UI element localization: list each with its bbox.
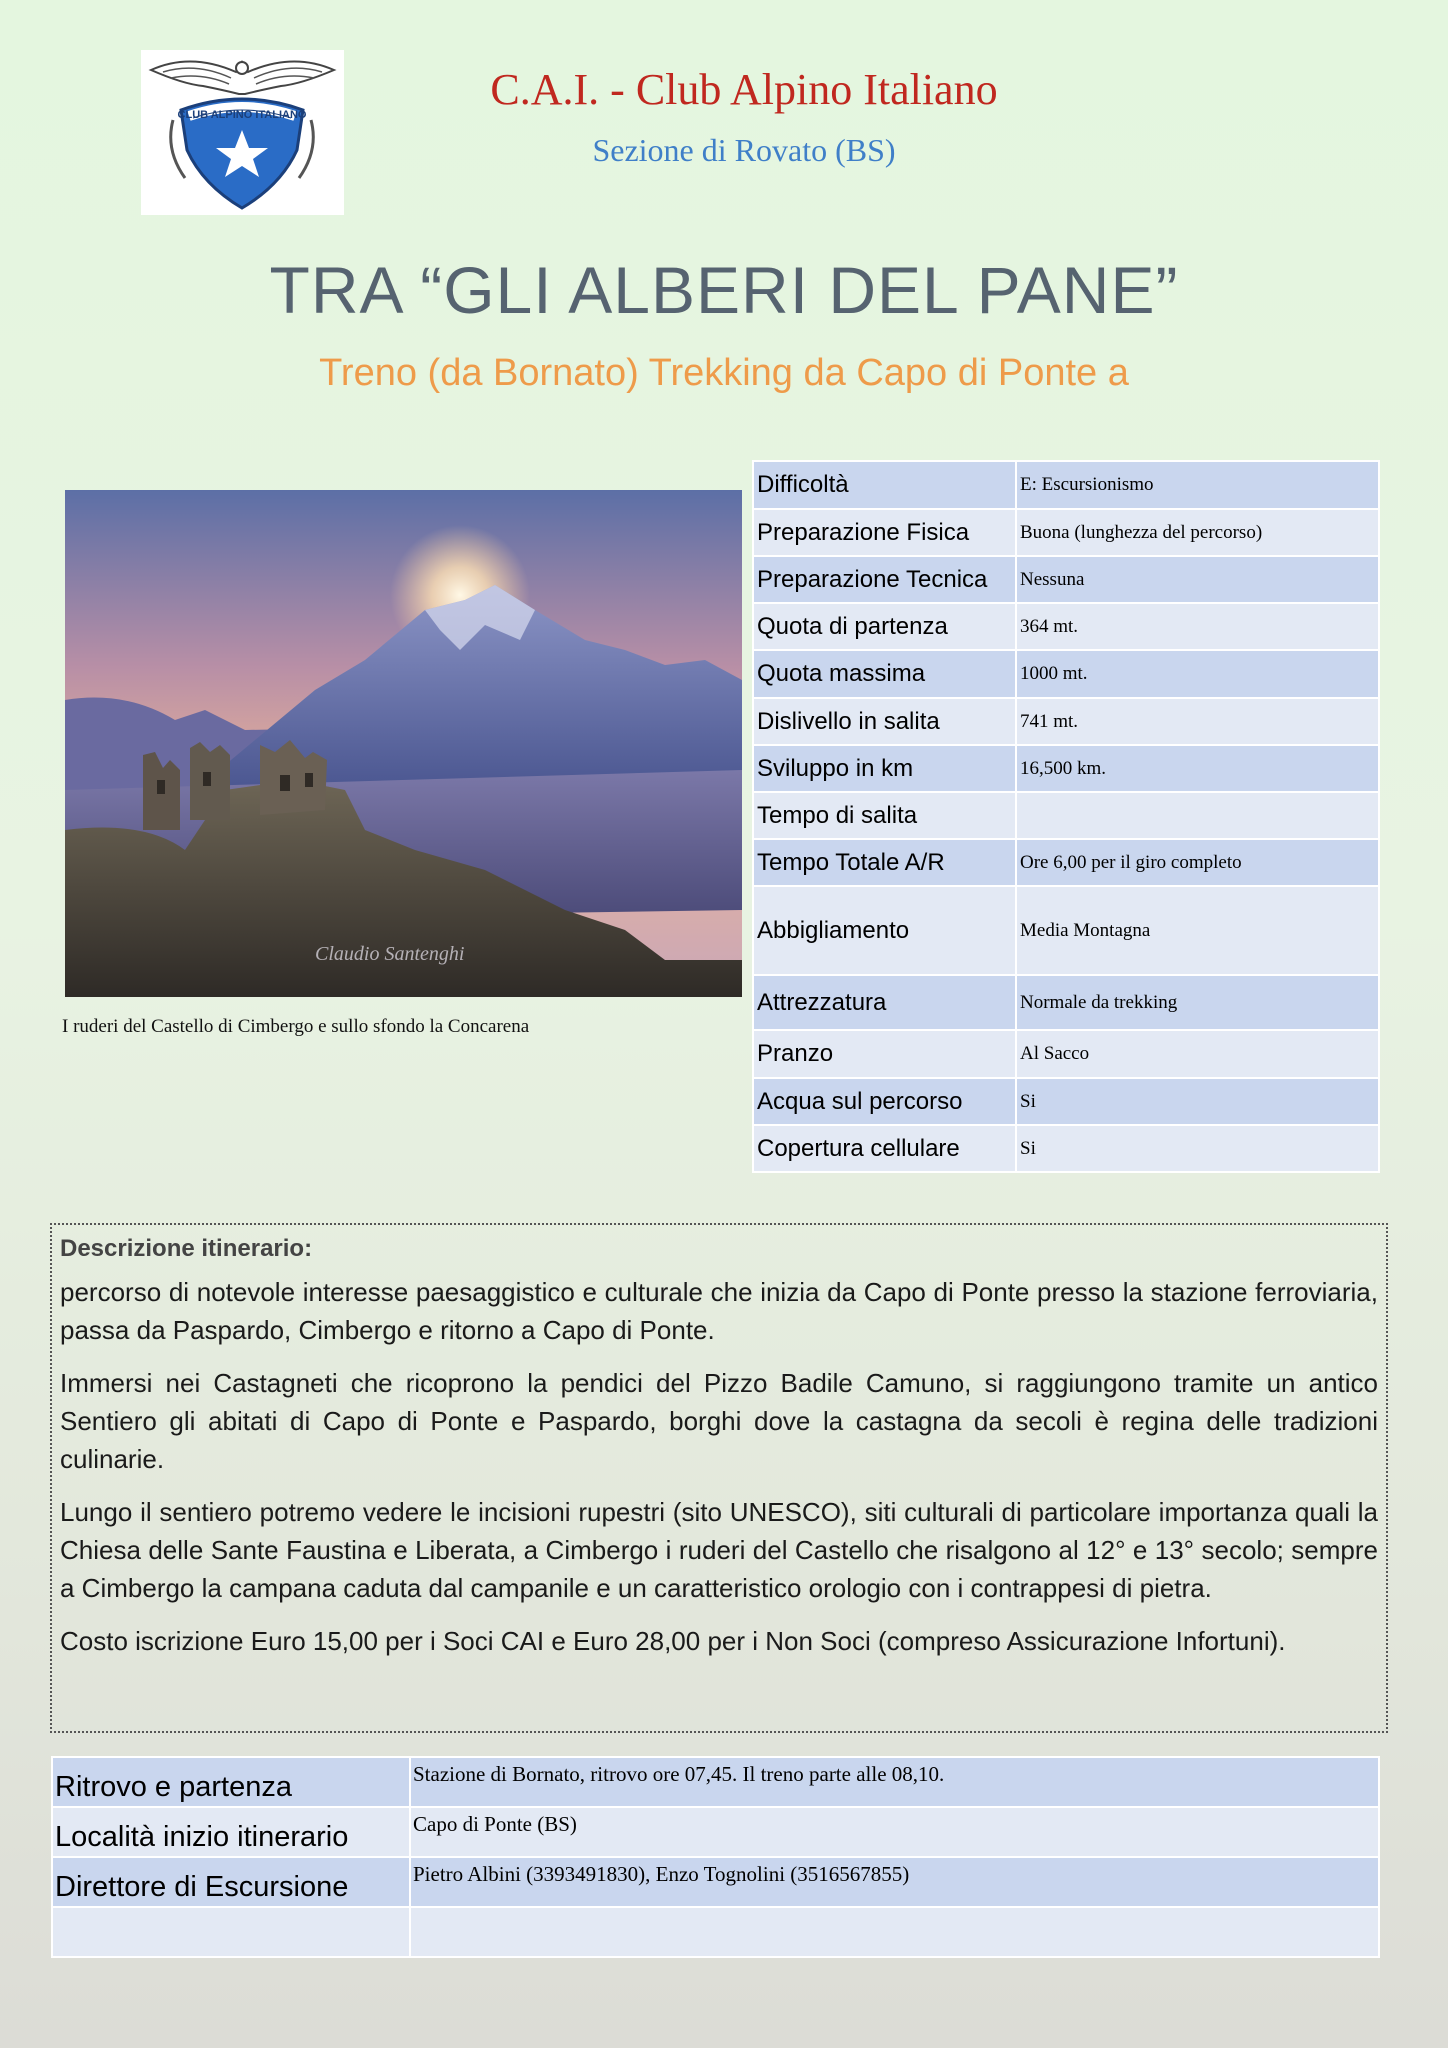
org-name: C.A.I. - Club Alpino Italiano	[490, 65, 998, 114]
description-paragraph: percorso di notevole interesse paesaggistico e culturale che inizia da Capo di Ponte presso la stazione ferroviaria, passa da Paspardo, Cimbergo e ritorno a Capo di Ponte.	[60, 1277, 1378, 1345]
photo-caption: I ruderi del Castello di Cimbergo e sullo sfondo la Concarena	[62, 1016, 530, 1037]
meeting-label	[52, 1907, 410, 1957]
detail-value: 1000 mt.	[1016, 650, 1379, 698]
detail-value: 741 mt.	[1016, 698, 1379, 745]
detail-value: E: Escursionismo	[1016, 461, 1379, 509]
cost-paragraph: Costo iscrizione Euro 15,00 per i Soci CAI e Euro 28,00 per i Non Soci (compreso Assicurazione Infortuni).	[60, 1626, 1286, 1656]
meeting-label: Ritrovo e partenza	[52, 1757, 410, 1807]
table-row	[52, 1757, 1379, 1807]
table-row	[753, 1125, 1379, 1172]
meeting-table	[51, 1756, 1380, 1958]
detail-value: 364 mt.	[1016, 603, 1379, 650]
table-row	[753, 461, 1379, 509]
description-paragraph: Immersi nei Castagneti che ricoprono la pendici del Pizzo Badile Camuno, si raggiungono tramite un antico Sentiero gli abitati di Capo di Ponte e Paspardo, borghi dove la castagna da secoli è regina delle tradizioni culinarie.	[60, 1368, 1378, 1474]
table-row	[52, 1907, 1379, 1957]
meeting-value	[410, 1907, 1379, 1957]
meeting-label: Direttore di Escursione	[52, 1857, 410, 1907]
detail-value: 16,500 km.	[1016, 745, 1379, 792]
detail-value	[1016, 792, 1379, 839]
detail-label: Difficoltà	[753, 461, 1016, 509]
detail-label: Pranzo	[753, 1030, 1016, 1078]
table-row	[753, 839, 1379, 886]
detail-label: Preparazione Fisica	[753, 509, 1016, 556]
detail-value: Al Sacco	[1016, 1030, 1379, 1078]
meeting-label: Località inizio itinerario	[52, 1807, 410, 1857]
table-row	[52, 1857, 1379, 1907]
detail-label: Sviluppo in km	[753, 745, 1016, 792]
trip-details-table	[752, 460, 1380, 1173]
detail-label: Copertura cellulare	[753, 1125, 1016, 1172]
detail-label: Dislivello in salita	[753, 698, 1016, 745]
org-section: Sezione di Rovato (BS)	[592, 132, 896, 168]
table-row	[753, 1030, 1379, 1078]
detail-label: Quota di partenza	[753, 603, 1016, 650]
detail-label: Preparazione Tecnica	[753, 556, 1016, 603]
detail-value: Buona (lunghezza del percorso)	[1016, 509, 1379, 556]
meeting-value: Stazione di Bornato, ritrovo ore 07,45. Il treno parte alle 08,10.	[410, 1757, 1379, 1807]
table-row	[753, 1078, 1379, 1125]
meeting-value: Pietro Albini (3393491830), Enzo Tognolini (3516567855)	[410, 1857, 1379, 1907]
table-row	[753, 886, 1379, 975]
itinerary-description	[50, 1223, 1388, 1733]
detail-label: Abbigliamento	[753, 886, 1016, 975]
table-row	[753, 975, 1379, 1030]
detail-value: Si	[1016, 1125, 1379, 1172]
table-row	[753, 603, 1379, 650]
detail-value: Nessuna	[1016, 556, 1379, 603]
detail-label: Tempo Totale A/R	[753, 839, 1016, 886]
table-row	[753, 509, 1379, 556]
detail-label: Attrezzatura	[753, 975, 1016, 1030]
detail-value: Media Montagna	[1016, 886, 1379, 975]
logo-text: CLUB ALPINO ITALIANO	[177, 109, 307, 121]
description-paragraph: Lungo il sentiero potremo vedere le incisioni rupestri (sito UNESCO), siti culturali di particolare importanza quali la Chiesa delle Sante Faustina e Liberata, a Cimbergo i ruderi del Castello che risalgono al 12° e 13° secolo; sempre a Cimbergo la campana caduta dal campanile e un caratteristico orologio con i contrappesi di pietra.	[60, 1497, 1378, 1603]
page-title: TRA “GLI ALBERI DEL PANE”	[269, 253, 1179, 327]
table-row	[52, 1807, 1379, 1857]
detail-value: Ore 6,00 per il giro completo	[1016, 839, 1379, 886]
detail-label: Acqua sul percorso	[753, 1078, 1016, 1125]
castle-photo	[65, 490, 742, 997]
detail-value: Normale da trekking	[1016, 975, 1379, 1030]
detail-label: Tempo di salita	[753, 792, 1016, 839]
table-row	[753, 745, 1379, 792]
table-row	[753, 792, 1379, 839]
table-row	[753, 556, 1379, 603]
table-row	[753, 698, 1379, 745]
meeting-value: Capo di Ponte (BS)	[410, 1807, 1379, 1857]
photo-watermark: Claudio Santenghi	[315, 943, 465, 965]
description-title: Descrizione itinerario:	[60, 1235, 313, 1262]
table-row	[753, 650, 1379, 698]
detail-label: Quota massima	[753, 650, 1016, 698]
detail-value: Si	[1016, 1078, 1379, 1125]
page-subtitle: Treno (da Bornato) Trekking da Capo di Ponte a	[319, 352, 1129, 394]
